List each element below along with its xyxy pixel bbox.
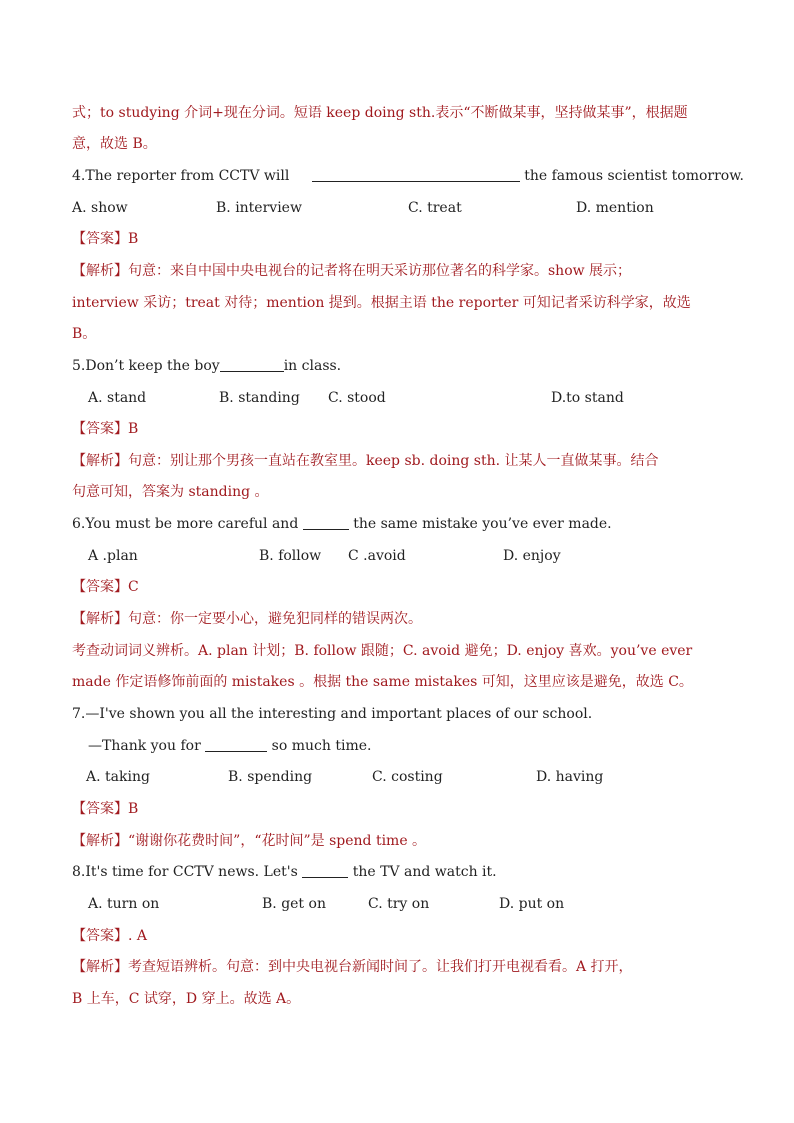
explanation-7: 【解析】“谢谢你花费时间”，“花时间”是 spend time 。 <box>72 833 427 849</box>
question-7-text: —Thank you for <box>88 738 201 754</box>
explanation-continued-line-1: 式；to studying 介词+现在分词。短语 keep doing sth.表示“不断做某事，坚持做某事”，根据题 <box>72 105 688 121</box>
option-d: D. enjoy <box>503 548 561 564</box>
question-4-text: 4.The reporter from CCTV will <box>72 168 290 184</box>
answer-blank <box>205 751 267 752</box>
option-c: C. treat <box>408 200 462 216</box>
explanation-5-line-2: 句意可知，答案为 standing 。 <box>72 484 269 500</box>
question-8-text-end: the TV and watch it. <box>352 864 497 880</box>
explanation-continued-line-2: 意，故选 B。 <box>72 136 157 152</box>
option-c: C. stood <box>328 390 386 406</box>
question-4-text-end: the famous scientist tomorrow. <box>524 168 745 184</box>
answer-blank <box>302 877 348 878</box>
answer-6: 【答案】C <box>72 579 139 595</box>
question-8 <box>72 863 497 881</box>
question-5-text: 5.Don’t keep the boy <box>72 358 220 374</box>
option-c: C .avoid <box>348 548 406 564</box>
option-b: B. interview <box>216 200 302 216</box>
answer-blank <box>303 529 349 530</box>
question-8-text: 8.It's time for CCTV news. Let's <box>72 864 298 880</box>
question-5-text-end: in class. <box>283 358 342 374</box>
option-a: A. taking <box>86 769 150 785</box>
explanation-6-line-3: made 作定语修饰前面的 mistakes 。根据 the same mistakes 可知，这里应该是避免，故选 C。 <box>72 674 693 690</box>
question-6-text: 6.You must be more careful and <box>72 516 299 532</box>
explanation-8-line-2: B 上车，C 试穿，D 穿上。故选 A。 <box>72 991 301 1007</box>
option-a: A. show <box>72 200 128 216</box>
explanation-6-line-1: 【解析】句意：你一定要小心，避免犯同样的错误两次。 <box>72 611 422 627</box>
question-5 <box>72 357 341 375</box>
option-b: B. get on <box>262 896 326 912</box>
answer-8: 【答案】. A <box>72 928 148 944</box>
explanation-4-line-1: 【解析】句意：来自中国中央电视台的记者将在明天采访那位著名的科学家。show 展示； <box>72 263 632 279</box>
question-7-line-1: 7.—I've shown you all the interesting and important places of our school. <box>72 706 593 722</box>
option-a: A. turn on <box>88 896 160 912</box>
explanation-4-line-2: interview 采访；treat 对待；mention 提到。根据主语 the reporter 可知记者采访科学家，故选 <box>72 295 691 311</box>
option-d: D. put on <box>499 896 565 912</box>
option-a: A. stand <box>88 390 147 406</box>
answer-7: 【答案】B <box>72 801 139 817</box>
question-7-text-end: so much time. <box>271 738 372 754</box>
answer-4: 【答案】B <box>72 231 139 247</box>
answer-5: 【答案】B <box>72 421 139 437</box>
option-d: D.to stand <box>551 390 624 406</box>
explanation-5-line-1: 【解析】句意：别让那个男孩一直站在教室里。keep sb. doing sth. 让某人一直做某事。结合 <box>72 453 659 469</box>
option-d: D. having <box>536 769 604 785</box>
explanation-6-line-2: 考查动词词义辨析。A. plan 计划；B. follow 跟随；C. avoid 避免；D. enjoy 喜欢。you’ve ever <box>72 643 693 659</box>
option-a: A .plan <box>88 548 138 564</box>
answer-blank <box>220 371 284 372</box>
question-6-text-end: the same mistake you’ve ever made. <box>353 516 612 532</box>
option-b: B. standing <box>219 390 300 406</box>
option-d: D. mention <box>576 200 654 216</box>
question-6 <box>72 515 612 533</box>
question-4 <box>72 167 744 185</box>
answer-blank <box>312 181 520 182</box>
option-c: C. try on <box>368 896 430 912</box>
option-b: B. follow <box>259 548 322 564</box>
question-7-line-2 <box>88 737 371 755</box>
explanation-4-line-3: B。 <box>72 326 97 342</box>
option-b: B. spending <box>228 769 313 785</box>
explanation-8-line-1: 【解析】考查短语辨析。句意：到中央电视台新闻时间了。让我们打开电视看看。A 打开， <box>72 959 633 975</box>
option-c: C. costing <box>372 769 443 785</box>
